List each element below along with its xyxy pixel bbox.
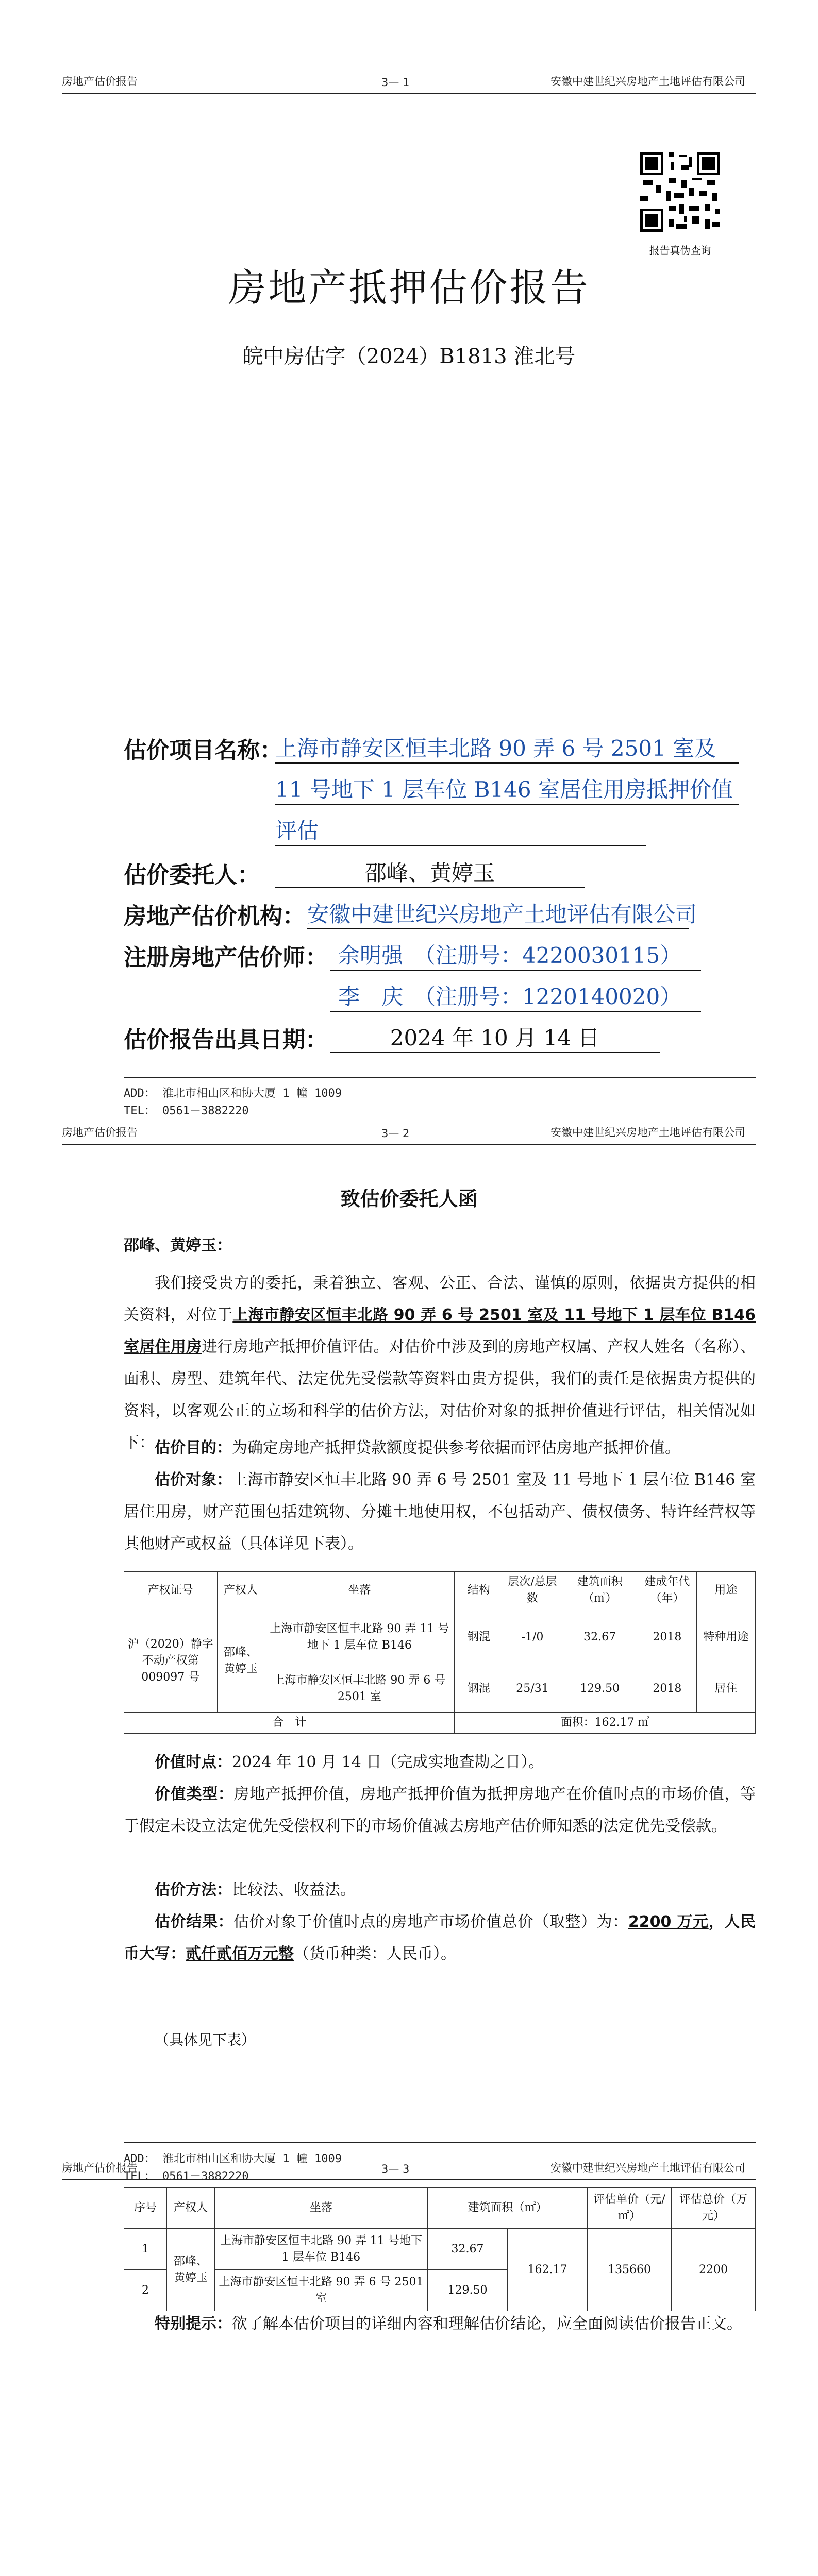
- cell-total-label: 合 计: [124, 1713, 455, 1734]
- th-location: 坐落: [264, 1572, 455, 1609]
- footer-tel: TEL： 0561－3882220: [124, 1105, 249, 1117]
- result-cap: 贰仟贰佰万元整: [186, 1945, 294, 1963]
- table-row: [124, 2229, 756, 2270]
- header-right: 安徽中建世纪兴房地产土地评估有限公司: [550, 2162, 745, 2174]
- project-label: 估价项目名称：: [124, 737, 282, 764]
- cell-total-price: 2200: [672, 2229, 756, 2311]
- client-underline: [275, 887, 585, 888]
- cell-year: 2018: [638, 1609, 696, 1665]
- cell-use: 居住: [696, 1665, 755, 1713]
- header-page-number: 3— 3: [381, 2163, 410, 2175]
- cell-floor: -1/0: [503, 1609, 562, 1665]
- cell-owner: 邵峰、黄婷玉: [217, 1609, 264, 1713]
- result-text: 估价对象于价值时点的房地产市场价值总价（取整）为：: [233, 1913, 628, 1931]
- cell-floor: 25/31: [503, 1665, 562, 1713]
- method-paragraph: [124, 1874, 756, 1906]
- property-table: [124, 1571, 756, 1734]
- report-title: 房地产抵押估价报告: [228, 266, 590, 310]
- result-currency: （货币种类：人民币）。: [294, 1945, 456, 1963]
- th-location: 坐落: [215, 2188, 428, 2229]
- p1-rest: 进行房地产抵押价值评估。对估价中涉及到的房地产权属、产权人姓名（名称）、面积、房型、建筑年代、法定优先受偿款等资料由贵方提供，我们的责任是依据贵方提供的资料，以客观公正的立场和科学的估价方法，对估价对象的抵押价值进行评估，相关情况如下：: [124, 1338, 756, 1452]
- header-page-number: 3— 1: [381, 76, 410, 89]
- project-line-2: 11 号地下 1 层车位 B146 室居住用房抵押价值: [275, 777, 733, 802]
- th-owner: 产权人: [167, 2188, 215, 2229]
- client-value: 邵峰、黄婷玉: [364, 860, 495, 886]
- report-number: 皖中房估字（2024）B1813 淮北号: [242, 345, 576, 368]
- project-underline-3: [275, 845, 646, 846]
- project-line-1: 上海市静安区恒丰北路 90 弄 6 号 2501 室及: [275, 736, 716, 761]
- value-type-text: 房地产抵押价值，房地产抵押价值为抵押房地产在价值时点的市场价值，等于假定未设立法定优先受偿权利下的市场价值减去房地产估价师知悉的法定优先受偿款。: [124, 1785, 756, 1835]
- qr-caption: 报告真伪查询: [649, 244, 711, 257]
- appraiser-underline-1: [330, 970, 701, 971]
- page-header-1: [62, 62, 756, 94]
- special-note-paragraph: [124, 2308, 756, 2340]
- footer-address: ADD： 淮北市相山区和协大厦 1 幢 1009: [124, 2153, 342, 2165]
- cell-location: 上海市静安区恒丰北路 90 弄 6 号 2501 室: [264, 1665, 455, 1713]
- value-type-paragraph: [124, 1778, 756, 1842]
- th-floor: 层次/总层数: [503, 1572, 562, 1609]
- agency-value: 安徽中建世纪兴房地产土地评估有限公司: [307, 902, 697, 927]
- valuation-table: [124, 2187, 756, 2311]
- header-left: 房地产估价报告: [62, 75, 138, 88]
- special-note-text: 欲了解本估价项目的详细内容和理解估价结论，应全面阅读估价报告正文。: [232, 2315, 742, 2333]
- value-type-label: 价值类型：: [155, 1785, 234, 1803]
- cell-no: 1: [124, 2229, 167, 2270]
- cell-total-area: 162.17: [508, 2229, 588, 2311]
- table-row: [124, 1609, 756, 1665]
- project-underline-2: [275, 804, 739, 805]
- header-page-number: 3— 2: [381, 1127, 410, 1140]
- cell-area: 32.67: [562, 1609, 638, 1665]
- method-label: 估价方法：: [155, 1881, 232, 1899]
- footer-tel: TEL： 0561－3882220: [124, 2170, 249, 2183]
- result-paragraph: 估价结果：估价对象于价值时点的房地产市场价值总价（取整）为：2200 万元，人民币大写：贰仟贰佰万元整（货币种类：人民币）。: [124, 1913, 756, 1963]
- p1-property: 上海市静安区恒丰北路 90 弄 6 号 2501 室及 11 号地下 1 层车位 B146 室居住用房: [124, 1306, 756, 1356]
- cell-area: 129.50: [562, 1665, 638, 1713]
- cell-location: 上海市静安区恒丰北路 90 弄 11 号地下 1 层车位 B146: [264, 1609, 455, 1665]
- agency-underline: [307, 928, 689, 929]
- th-area: 建筑面积（㎡）: [562, 1572, 638, 1609]
- result-amount: 2200 万元: [628, 1913, 709, 1931]
- cell-structure: 钢混: [455, 1609, 503, 1665]
- object-text: 上海市静安区恒丰北路 90 弄 6 号 2501 室及 11 号地下 1 层车位 B146 室居住用房，财产范围包括建筑物、分摊土地使用权，不包括动产、债权债务、特许经营权等其他财产或权益（具体详见下表）。: [124, 1471, 756, 1553]
- cell-area: 32.67: [428, 2229, 508, 2270]
- appraiser-1: 余明强 （注册号：4220030115）: [338, 943, 682, 968]
- appraiser-underline-2: [330, 1011, 701, 1012]
- page-header-3: [62, 2148, 756, 2180]
- table-header-row: [124, 1572, 756, 1609]
- result-label: 估价结果：: [155, 1913, 234, 1931]
- th-area: 建筑面积（㎡）: [428, 2188, 588, 2229]
- cell-cert: 沪（2020）静字不动产权第 009097 号: [124, 1609, 218, 1713]
- page-header-2: [62, 1113, 756, 1145]
- special-note-label: 特别提示：: [155, 2315, 232, 2333]
- footer-address: ADD： 淮北市相山区和协大厦 1 幢 1009: [124, 1087, 342, 1100]
- date-value: 2024 年 10 月 14 日: [390, 1025, 600, 1050]
- value-date-label: 价值时点：: [155, 1753, 232, 1771]
- th-no: 序号: [124, 2188, 167, 2229]
- cell-location: 上海市静安区恒丰北路 90 弄 6 号 2501 室: [215, 2270, 428, 2311]
- client-label: 估价委托人：: [124, 862, 260, 888]
- table-header-row: [124, 2188, 756, 2229]
- th-structure: 结构: [455, 1572, 503, 1609]
- cell-no: 2: [124, 2270, 167, 2311]
- cell-use: 特种用途: [696, 1609, 755, 1665]
- cell-year: 2018: [638, 1665, 696, 1713]
- th-unit-price: 评估单价（元/㎡）: [588, 2188, 672, 2229]
- th-cert: 产权证号: [124, 1572, 218, 1609]
- cell-total-value: 面积：162.17 ㎡: [455, 1713, 756, 1734]
- date-label: 估价报告出具日期：: [124, 1027, 328, 1053]
- cell-area: 129.50: [428, 2270, 508, 2311]
- letter-paragraph-1: [124, 1267, 756, 1459]
- th-year: 建成年代（年）: [638, 1572, 696, 1609]
- header-right: 安徽中建世纪兴房地产土地评估有限公司: [550, 1126, 745, 1139]
- object-label: 估价对象：: [155, 1471, 232, 1489]
- date-underline: [330, 1052, 660, 1053]
- agency-label: 房地产估价机构：: [124, 903, 305, 929]
- see-below-note: （具体见下表）: [155, 2031, 256, 2048]
- result-cap-label: 人民币大写：: [124, 1913, 756, 1963]
- th-total-price: 评估总价（万元）: [672, 2188, 756, 2229]
- project-underline-1: [275, 762, 739, 764]
- th-owner: 产权人: [217, 1572, 264, 1609]
- header-left: 房地产估价报告: [62, 1126, 138, 1139]
- qr-code-icon[interactable]: [638, 149, 723, 234]
- letter-greeting: 邵峰、黄婷玉：: [124, 1236, 232, 1255]
- method-text: 比较法、收益法。: [232, 1881, 356, 1899]
- purpose-label: 估价目的：: [155, 1439, 232, 1457]
- p1-text: 我们接受贵方的委托，秉着独立、客观、公正、合法、谨慎的原则，依据贵方提供的相关资料，对位于: [124, 1274, 756, 1324]
- project-line-3: 评估: [275, 818, 319, 843]
- purpose-text: 为确定房地产抵押贷款额度提供参考依据而评估房地产抵押价值。: [232, 1439, 680, 1457]
- cell-owner: 邵峰、黄婷玉: [167, 2229, 215, 2311]
- cell-unit-price: 135660: [588, 2229, 672, 2311]
- purpose-paragraph: [124, 1432, 756, 1464]
- appraiser-2: 李 庆 （注册号：1220140020）: [338, 984, 682, 1009]
- appraiser-label: 注册房地产估价师：: [124, 944, 328, 971]
- table-total-row: [124, 1713, 756, 1734]
- object-paragraph: [124, 1464, 756, 1560]
- cell-location: 上海市静安区恒丰北路 90 弄 11 号地下 1 层车位 B146: [215, 2229, 428, 2270]
- header-right: 安徽中建世纪兴房地产土地评估有限公司: [550, 75, 745, 88]
- value-date-paragraph: [124, 1747, 756, 1778]
- letter-title: 致估价委托人函: [340, 1188, 478, 1210]
- header-left: 房地产估价报告: [62, 2162, 138, 2174]
- th-use: 用途: [696, 1572, 755, 1609]
- cell-structure: 钢混: [455, 1665, 503, 1713]
- value-date-text: 2024 年 10 月 14 日（完成实地查勘之日）。: [232, 1753, 544, 1771]
